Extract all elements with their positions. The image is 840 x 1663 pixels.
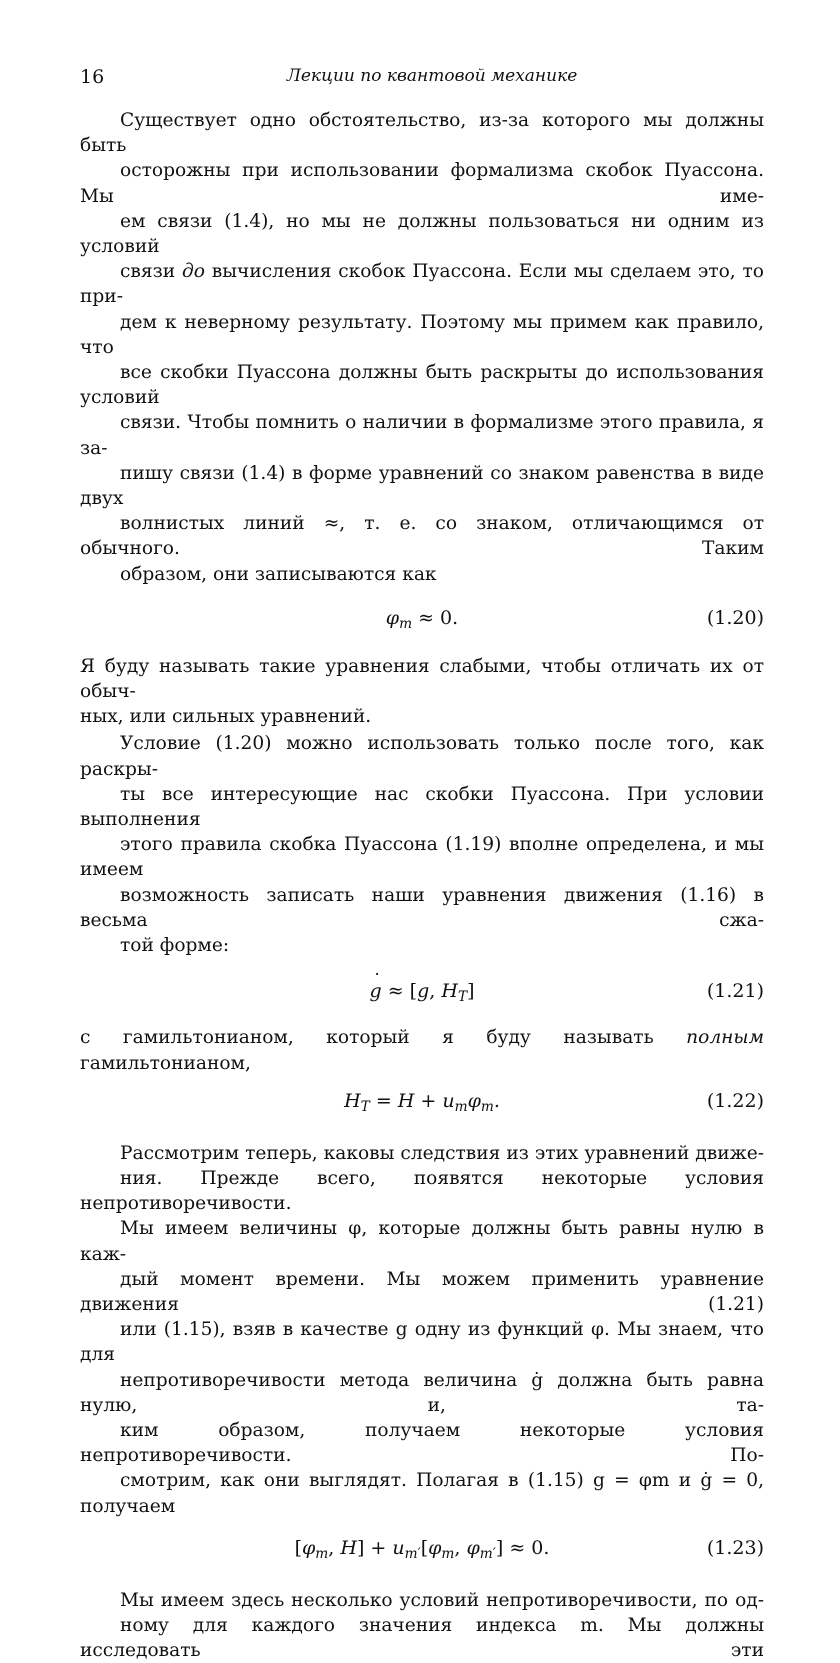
equation-formula: [$\varphi_m$, $H] + u_{m'}[\varphi_m$, $\varphi_{m'}] \approx 0$. (294, 1536, 550, 1562)
equation-number: (1.23) (706, 1536, 764, 1559)
text-line: Мы имеем величины φ, которые должны быть равны нулю в каж- (80, 1218, 764, 1265)
page-number: 16 (80, 66, 105, 88)
text-line: ким образом, получаем некоторые условия непротиворечивости. По- (80, 1419, 764, 1467)
text-line: ния. Прежде всего, появятся некоторые условия непротиворечивости. (80, 1167, 764, 1215)
text-line: Условие (1.20) можно использовать только после того, как раскры- (80, 733, 764, 780)
text-line: непротиворечивости метода величина ġ должна быть равна нулю, и, та- (80, 1369, 764, 1416)
emphasis-do: до (181, 261, 205, 283)
text-line (80, 259, 764, 309)
equation-formula: $\varphi_m \approx 0$. (385, 606, 459, 632)
equation-number: (1.20) (706, 606, 764, 629)
text-line: ты все интересующие нас скобки Пуассона. При условии выполнения (80, 783, 764, 831)
paragraph-5 (80, 1141, 764, 1519)
equation-number: (1.22) (706, 1089, 764, 1112)
page-header (80, 66, 764, 92)
text-line: Рассмотрим теперь, каковы следствия из этих уравнений движе- (120, 1142, 764, 1164)
paragraph-3 (80, 731, 764, 958)
paragraph-2 (80, 654, 764, 730)
page-body (80, 108, 764, 1663)
text-line: все скобки Пуассона должны быть раскрыты до использования условий (80, 362, 764, 409)
text-line: связи. Чтобы помнить о наличии в формализме этого правила, я за- (80, 412, 764, 459)
text-segment: связи (120, 261, 182, 283)
equation-number: (1.21) (706, 980, 764, 1003)
text-line: той форме: (120, 935, 230, 957)
paragraph-6 (80, 1588, 764, 1663)
text-line: ем связи (1.4), но мы не должны пользоваться ни одним из условий (80, 210, 764, 258)
text-line: осторожны при использовании формализма скобок Пуассона. Мы име- (80, 160, 764, 207)
text-segment: гамильтонианом, (80, 1052, 251, 1074)
text-line: образом, они записываются как (120, 563, 437, 585)
text-line: дем к неверному результату. Поэтому мы примем как правило, что (80, 311, 764, 358)
text-line: или (1.15), взяв в качестве g одну из функций φ. Мы знаем, что для (80, 1319, 764, 1366)
text-line (80, 1025, 764, 1075)
equation-1-23 (80, 1537, 764, 1562)
text-line: возможность записать наши уравнения движения (1.16) в весьма сжа- (80, 884, 764, 931)
equation-1-21 (80, 980, 764, 1005)
emphasis-polnym: полным (686, 1027, 764, 1049)
text-line: Я буду называть такие уравнения слабыми, чтобы отличать их от обыч- (80, 655, 764, 703)
equation-1-20 (80, 607, 764, 632)
text-segment: вычисления скобок Пуассона. Если мы сделаем это, то при- (80, 261, 764, 308)
text-line: волнистых линий ≈, т. е. со знаком, отличающимся от обычного. Таким (80, 513, 764, 560)
text-line: дый момент времени. Мы можем применить уравнение движения (1.21) (80, 1268, 764, 1315)
equation-formula: ˙ g ≈ [g, $H_T$] (80, 980, 764, 1002)
equation-formula: $H_T = H + u_m\varphi_m$. (344, 1089, 500, 1115)
text-line: Существует одно обстоятельство, из-за которого мы должны быть (80, 110, 764, 157)
paragraph-4 (80, 1025, 764, 1075)
paragraph-1 (80, 108, 764, 587)
text-line: ных, или сильных уравнений. (80, 706, 372, 728)
text-line: ному для каждого значения индекса m. Мы должны исследовать эти (80, 1614, 764, 1662)
running-title: Лекции по квантовой механике (286, 66, 578, 86)
text-line: этого правила скобка Пуассона (1.19) вполне определена, и мы имеем (80, 834, 764, 881)
equation-1-22 (80, 1090, 764, 1115)
text-line: пишу связи (1.4) в форме уравнений со знаком равенства в виде двух (80, 462, 764, 510)
text-segment: с гамильтонианом, который я буду называть (80, 1027, 687, 1049)
text-line: смотрим, как они выглядят. Полагая в (1.15) g = φm и ġ = 0, получаем (80, 1470, 764, 1517)
text-line: Мы имеем здесь несколько условий непротиворечивости, по од- (120, 1589, 764, 1611)
